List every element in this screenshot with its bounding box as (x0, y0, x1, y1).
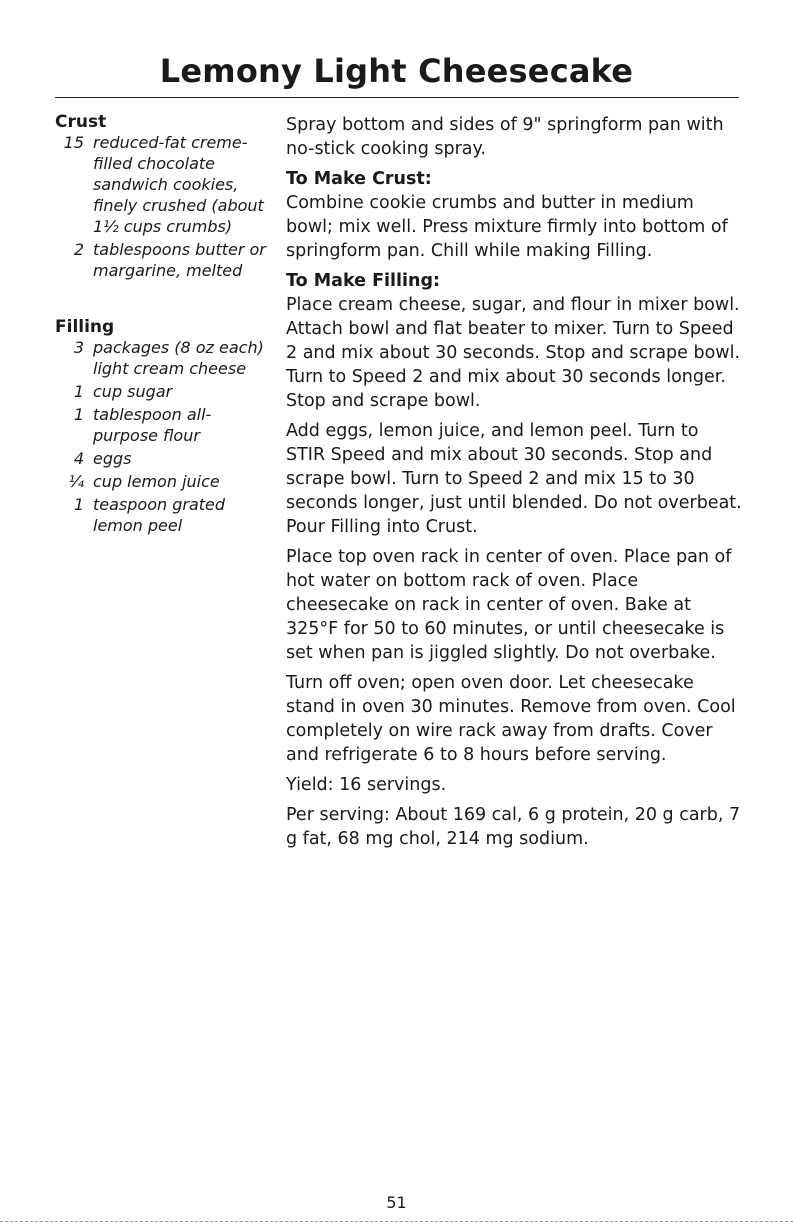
ingredient-desc: eggs (93, 449, 132, 468)
ingredient-item (55, 448, 270, 469)
crust-ingredient-list (55, 132, 270, 281)
ingredient-item (55, 404, 270, 446)
ingredient-desc: reduced-fat creme-filled chocolate sandwich cookies, finely crushed (about 1½ cups crumbs) (93, 133, 264, 236)
ingredient-item (55, 381, 270, 402)
crust-step-text: Combine cookie crumbs and butter in medium bowl; mix well. Press mixture firmly into bottom of springform pan. Chill while making Filling. (286, 193, 728, 261)
filling-step-paragraph: Add eggs, lemon juice, and lemon peel. Turn to STIR Speed and mix about 30 seconds. Stop and scrape bowl. Turn to Speed 2 and mix 15 to 30 seconds longer, just until blended. Do not overbeat. Pour Filling into Crust. (286, 421, 742, 537)
ingredient-item (55, 494, 270, 536)
ingredient-qty: ¼ (68, 472, 84, 491)
ingredient-qty: 1 (73, 495, 84, 514)
ingredient-qty: 3 (73, 338, 84, 357)
ingredient-desc: cup lemon juice (93, 472, 220, 491)
ingredient-qty: 15 (63, 133, 84, 152)
filling-step-heading: To Make Filling: (286, 271, 441, 291)
ingredient-item (55, 132, 270, 237)
filling-heading: Filling (55, 317, 115, 337)
bottom-divider (0, 1221, 793, 1222)
ingredient-desc: tablespoon all-purpose flour (93, 405, 212, 445)
ingredients-column (55, 112, 270, 538)
crust-heading: Crust (55, 112, 107, 132)
ingredient-item (55, 337, 270, 379)
ingredient-qty: 1 (73, 405, 84, 424)
page-title: Lemony Light Cheesecake (159, 52, 634, 90)
crust-step-heading: To Make Crust: (286, 169, 432, 189)
title-divider (55, 97, 739, 98)
filling-step-paragraph: Place cream cheese, sugar, and flour in mixer bowl. Attach bowl and flat beater to mixer. Turn to Speed 2 and mix about 30 seconds. Stop and scrape bowl. Turn to Speed 2 and mix about 30 seconds longer. Stop and scrape bowl. (286, 295, 741, 411)
nutrition-text: Per serving: About 169 cal, 6 g protein, 20 g carb, 7 g fat, 68 mg chol, 214 mg sodium. (286, 805, 741, 849)
page-number: 51 (386, 1193, 407, 1212)
ingredient-desc: cup sugar (93, 382, 173, 401)
directions-column (286, 113, 742, 857)
filling-step-paragraph: Turn off oven; open oven door. Let cheesecake stand in oven 30 minutes. Remove from oven. Cool completely on wire rack away from drafts. Cover and refrigerate 6 to 8 hours before serving. (286, 673, 736, 765)
ingredient-item (55, 239, 270, 281)
ingredient-qty: 4 (73, 449, 84, 468)
ingredient-qty: 2 (73, 240, 84, 259)
intro-paragraph: Spray bottom and sides of 9" springform pan with no-stick cooking spray. (286, 115, 724, 159)
ingredient-qty: 1 (73, 382, 84, 401)
ingredient-desc: teaspoon grated lemon peel (93, 495, 226, 535)
filling-ingredient-list (55, 337, 270, 536)
ingredient-item (55, 471, 270, 492)
filling-step-paragraph: Place top oven rack in center of oven. Place pan of hot water on bottom rack of oven. Place cheesecake on rack in center of oven. Bake at 325°F for 50 to 60 minutes, or until cheesecake is set when pan is jiggled slightly. Do not overbake. (286, 547, 732, 663)
yield-text: Yield: 16 servings. (286, 775, 447, 795)
ingredient-desc: tablespoons butter or margarine, melted (93, 240, 266, 280)
ingredient-desc: packages (8 oz each) light cream cheese (93, 338, 264, 378)
